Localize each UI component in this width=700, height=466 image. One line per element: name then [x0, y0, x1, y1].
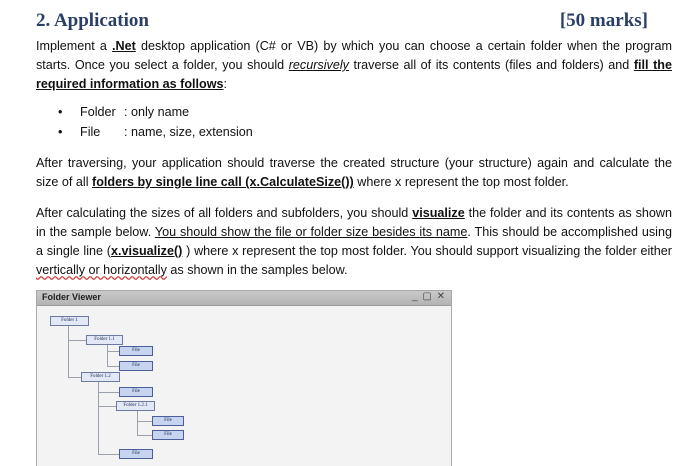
- window-title: Folder Viewer: [42, 292, 101, 302]
- orientation-emphasis: vertically or horizontally: [36, 263, 167, 277]
- list-item-desc: : only name: [124, 105, 190, 119]
- folder-node: Folder 1: [50, 316, 89, 326]
- tree-connector: [107, 366, 119, 367]
- tree-connector: [98, 454, 119, 455]
- tree-connector: [68, 340, 86, 341]
- tree-connector: [137, 421, 152, 422]
- text-run: desktop application (C# or VB) by which you can choose a certain folder when the program starts. Once you select a folder, you should: [36, 39, 672, 72]
- visualize-call-emphasis: x.visualize(): [110, 244, 183, 258]
- list-item-desc: : name, size, extension: [124, 125, 253, 139]
- calculate-size-emphasis: folders by single line call (x.CalculateSize()): [92, 175, 354, 189]
- show-size-emphasis: You should show the file or folder size besides its name: [154, 225, 468, 239]
- fill-info-emphasis: fill the required information as follows: [36, 58, 672, 91]
- paragraph-intro: [36, 37, 672, 94]
- text-run: Implement a: [36, 39, 113, 53]
- folder-node: Folder 1.2: [81, 372, 120, 382]
- tree-connector: [107, 351, 119, 352]
- list-item-name: File: [80, 125, 101, 139]
- visualize-emphasis: visualize: [412, 206, 465, 220]
- tree-connector: [107, 345, 108, 366]
- text-run: ) where x represent the top most folder. You should support visualizing the folder either: [182, 244, 672, 258]
- folder-viewer-window: [36, 290, 452, 466]
- list-item-name: Folder: [80, 105, 116, 119]
- tree-connector: [137, 411, 138, 435]
- file-node: File: [119, 449, 153, 459]
- folder-node: Folder 1.2.1: [116, 401, 155, 411]
- file-node: File: [119, 346, 153, 356]
- window-controls-icon[interactable]: _ ▢ ✕: [412, 291, 446, 302]
- recursively-emphasis: recursively: [288, 58, 349, 72]
- section-marks: [50 marks]: [559, 10, 648, 31]
- bullet-icon: •: [58, 125, 63, 139]
- text-run: After traversing, your application should traverse the created structure (your structure) again and calculate the size of all: [36, 156, 672, 189]
- net-emphasis: .Net: [112, 39, 136, 53]
- text-run: . This should be accomplished using a single line (: [36, 225, 672, 258]
- window-titlebar: [37, 291, 451, 306]
- text-run: the folder and its contents as shown in the sample below.: [36, 206, 672, 239]
- file-node: File: [119, 387, 153, 397]
- folder-node: Folder 1.1: [86, 335, 123, 345]
- paragraph-visualize: [36, 204, 672, 280]
- tree-connector: [68, 377, 81, 378]
- file-node: File: [152, 430, 184, 440]
- tree-connector: [137, 435, 152, 436]
- file-node: File: [119, 361, 153, 371]
- tree-connector: [98, 406, 116, 407]
- tree-connector: [98, 392, 119, 393]
- section-title: 2. Application: [36, 10, 149, 31]
- bullet-icon: •: [58, 105, 63, 119]
- text-run: where x represent the top most folder.: [353, 175, 569, 189]
- paragraph-calculate: [36, 154, 672, 192]
- text-run: as shown in the samples below.: [166, 263, 348, 277]
- tree-connector: [68, 326, 69, 377]
- file-node: File: [152, 416, 184, 426]
- text-run: traverse all of its contents (files and folders) and: [348, 58, 634, 72]
- text-run: :: [223, 77, 228, 91]
- text-run: After calculating the sizes of all folders and subfolders, you should: [36, 206, 413, 220]
- section-heading: [36, 10, 648, 36]
